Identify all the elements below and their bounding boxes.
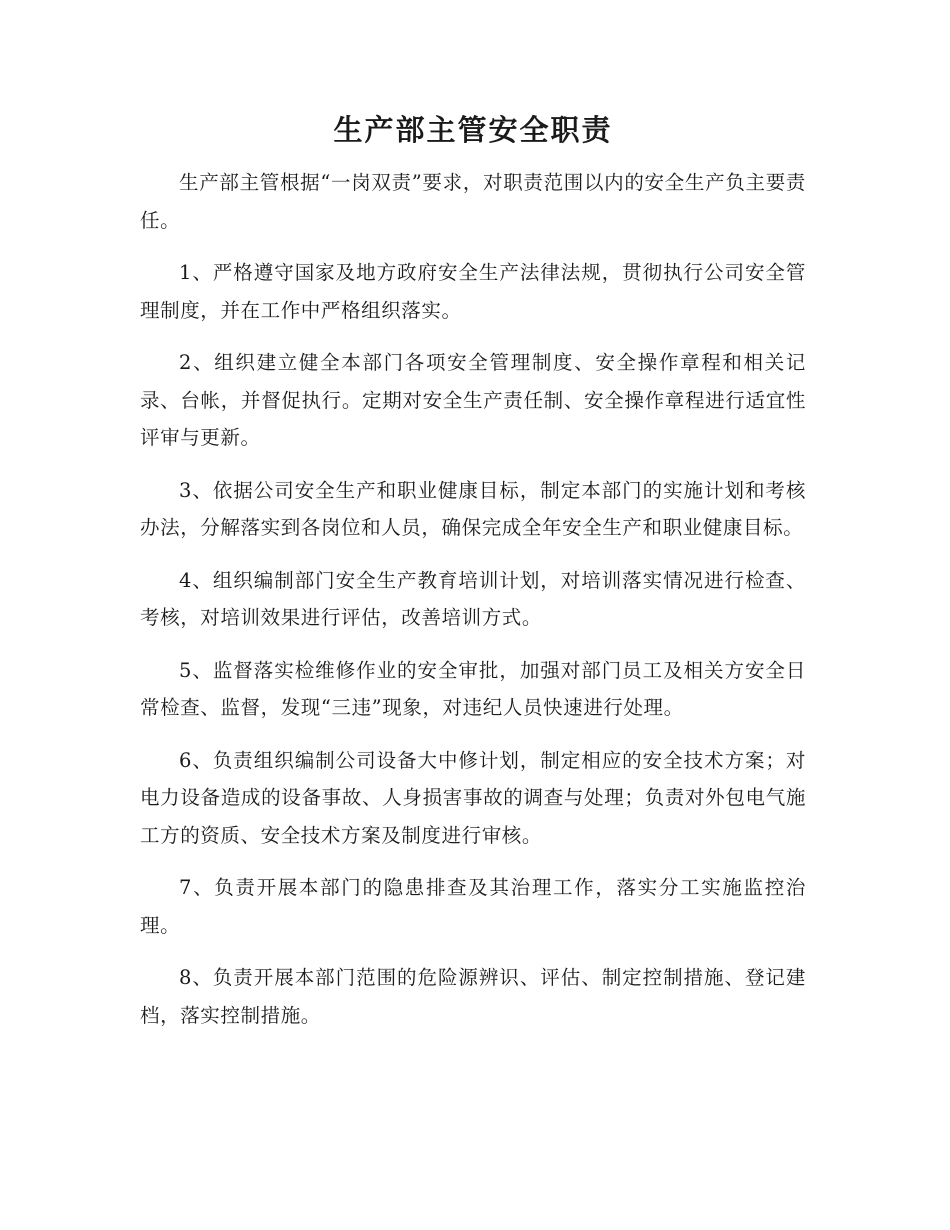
duty-item-1: 1、严格遵守国家及地方政府安全生产法律法规，贯彻执行公司安全管理制度，并在工作中严格组织落实。 — [140, 261, 806, 322]
duty-item-2: 2、组织建立健全本部门各项安全管理制度、安全操作章程和相关记录、台帐，并督促执行。定期对安全生产责任制、安全操作章程进行适宜性评审与更新。 — [140, 351, 806, 449]
duty-item-4: 4、组织编制部门安全生产教育培训计划，对培训落实情况进行检查、考核，对培训效果进行评估，改善培训方式。 — [140, 568, 806, 629]
intro-paragraph: 生产部主管根据“一岗双责”要求，对职责范围以内的安全生产负主要责任。 — [140, 171, 806, 232]
duty-item-8: 8、负责开展本部门范围的危险源辨识、评估、制定控制措施、登记建档，落实控制措施。 — [140, 966, 806, 1027]
document-title: 生产部主管安全职责 — [333, 113, 613, 147]
duty-item-7: 7、负责开展本部门的隐患排查及其治理工作，落实分工实施监控治理。 — [140, 876, 806, 937]
duty-item-6: 6、负责组织编制公司设备大中修计划，制定相应的安全技术方案；对电力设备造成的设备事故、人身损害事故的调查与处理；负责对外包电气施工方的资质、安全技术方案及制度进行审核。 — [140, 748, 806, 847]
document-page — [140, 108, 806, 1049]
duty-item-5: 5、监督落实检维修作业的安全审批，加强对部门员工及相关方安全日常检查、监督，发现“三违”现象，对违纪人员快速进行处理。 — [140, 658, 806, 719]
duty-item-3: 3、依据公司安全生产和职业健康目标，制定本部门的实施计划和考核办法，分解落实到各岗位和人员，确保完成全年安全生产和职业健康目标。 — [140, 478, 806, 539]
